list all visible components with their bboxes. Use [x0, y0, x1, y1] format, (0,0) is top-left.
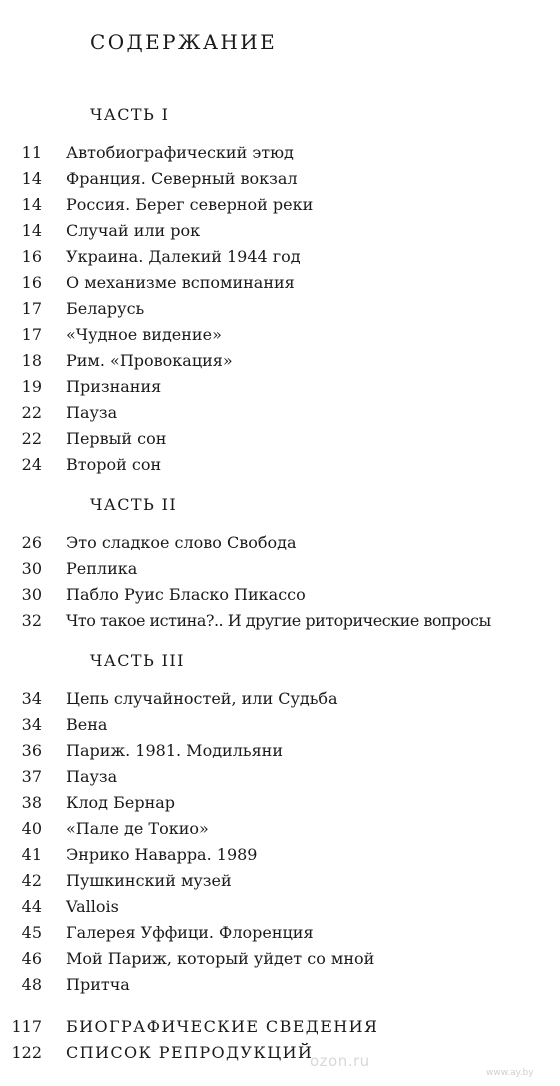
entry-title: Реплика [66, 559, 138, 578]
page-number: 18 [21, 351, 42, 370]
toc-entry [0, 192, 560, 218]
page-number: 42 [21, 871, 42, 890]
entry-title: Энрико Наварра. 1989 [66, 845, 258, 864]
part-heading: ЧАСТЬ II [90, 495, 178, 514]
page-number: 34 [21, 715, 42, 734]
entry-title: СПИСОК РЕПРОДУКЦИЙ [66, 1043, 314, 1062]
entry-title: Клод Бернар [66, 793, 176, 812]
toc-entry [0, 556, 560, 582]
toc-entry [0, 608, 560, 634]
entry-title: «Пале де Токио» [66, 819, 209, 838]
toc-entry [0, 868, 560, 894]
entry-title: Париж. 1981. Модильяни [66, 741, 284, 760]
page-number: 16 [21, 273, 42, 292]
entry-title: Галерея Уффици. Флоренция [66, 923, 314, 942]
toc-entry [0, 894, 560, 920]
part-heading: ЧАСТЬ I [90, 105, 170, 124]
page-number: 30 [21, 585, 42, 604]
entry-title: Цепь случайностей, или Судьба [66, 689, 338, 708]
page-title: СОДЕРЖАНИЕ [90, 30, 278, 54]
toc-entry [0, 530, 560, 556]
page-number: 26 [21, 533, 42, 552]
page-number: 37 [21, 767, 42, 786]
toc-entry [0, 764, 560, 790]
entry-title: Украина. Далекий 1944 год [66, 247, 301, 266]
page-number: 14 [21, 195, 42, 214]
entry-title: Признания [66, 377, 162, 396]
site-watermark: www.ay.by [486, 1068, 534, 1078]
part-3 [0, 648, 560, 998]
toc-entry [0, 270, 560, 296]
entry-title: Франция. Северный вокзал [66, 169, 298, 188]
entry-title: О механизме вспоминания [66, 273, 295, 292]
entry-title: Мой Париж, который уйдет со мной [66, 949, 375, 968]
entry-title: Пауза [66, 403, 118, 422]
toc-entry [0, 452, 560, 478]
entry-title: Рим. «Провокация» [66, 351, 233, 370]
page-number: 46 [21, 949, 42, 968]
page-number: 48 [21, 975, 42, 994]
entry-title: Притча [66, 975, 130, 994]
page-number: 16 [21, 247, 42, 266]
entry-title: Что такое истина?.. И другие риторические вопросы [66, 611, 491, 630]
toc-entry [0, 920, 560, 946]
page-number: 14 [21, 169, 42, 188]
toc-entry [0, 946, 560, 972]
page-number: 44 [21, 897, 42, 916]
toc-entry [0, 1040, 560, 1066]
page-number: 24 [21, 455, 42, 474]
appendices [0, 1014, 560, 1066]
toc-entry [0, 348, 560, 374]
entry-title: Пабло Руис Бласко Пикассо [66, 585, 306, 604]
toc-entry [0, 738, 560, 764]
entry-title: Автобиографический этюд [66, 143, 294, 162]
entry-title: Пушкинский музей [66, 871, 232, 890]
toc-entry [0, 842, 560, 868]
toc-entry [0, 712, 560, 738]
toc-entry [0, 686, 560, 712]
toc-entry [0, 244, 560, 270]
toc-entry [0, 790, 560, 816]
entry-title: Пауза [66, 767, 118, 786]
toc-entry [0, 1014, 560, 1040]
toc-entry [0, 400, 560, 426]
entry-title: Это сладкое слово Свобода [66, 533, 297, 552]
ozon-watermark: ozon.ru [310, 1052, 370, 1070]
toc-entry [0, 374, 560, 400]
toc-entry [0, 426, 560, 452]
entry-title: Случай или рок [66, 221, 201, 240]
page-number: 41 [21, 845, 42, 864]
toc-entry [0, 296, 560, 322]
toc-entry [0, 582, 560, 608]
page-number: 22 [21, 403, 42, 422]
entry-title: Россия. Берег северной реки [66, 195, 314, 214]
page-number: 11 [21, 143, 42, 162]
entry-title: Второй сон [66, 455, 162, 474]
page-number: 122 [11, 1043, 42, 1062]
page-number: 36 [21, 741, 42, 760]
page-number: 17 [21, 299, 42, 318]
page-number: 40 [21, 819, 42, 838]
page-number: 17 [21, 325, 42, 344]
part-heading: ЧАСТЬ III [90, 651, 185, 670]
entry-title: «Чудное видение» [66, 325, 222, 344]
entry-title: Вена [66, 715, 108, 734]
entry-title: Беларусь [66, 299, 145, 318]
page-number: 14 [21, 221, 42, 240]
toc-entry [0, 816, 560, 842]
page-number: 30 [21, 559, 42, 578]
page-number: 19 [21, 377, 42, 396]
part-1 [0, 102, 560, 478]
part-2 [0, 492, 560, 634]
toc-entry [0, 322, 560, 348]
toc-entry [0, 140, 560, 166]
entry-title: БИОГРАФИЧЕСКИЕ СВЕДЕНИЯ [66, 1017, 379, 1036]
page-number: 117 [11, 1017, 42, 1036]
page-number: 34 [21, 689, 42, 708]
page-number: 32 [21, 611, 42, 630]
page-number: 38 [21, 793, 42, 812]
entry-title: Первый сон [66, 429, 167, 448]
toc-entry [0, 972, 560, 998]
toc-entry [0, 218, 560, 244]
entry-title: Vallois [66, 897, 119, 916]
page-number: 22 [21, 429, 42, 448]
toc-entry [0, 166, 560, 192]
page-number: 45 [21, 923, 42, 942]
